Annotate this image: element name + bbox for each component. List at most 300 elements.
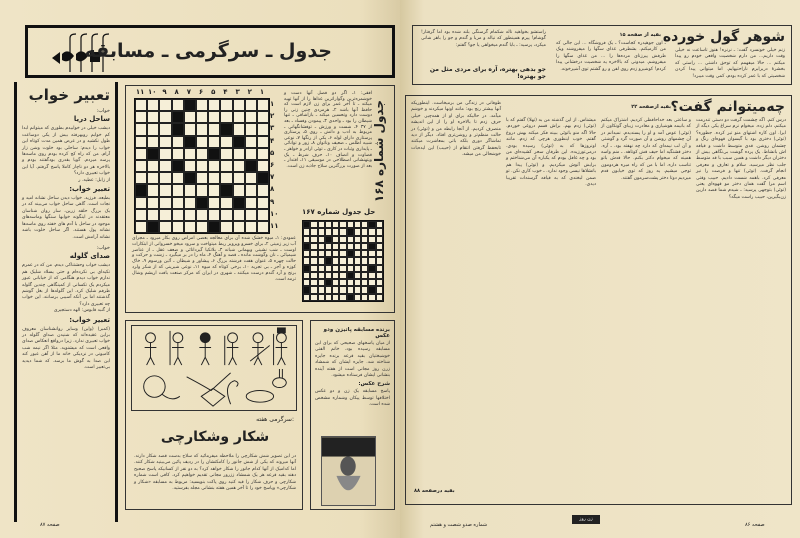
- crossword-cell: [233, 160, 245, 172]
- black-cell: [135, 184, 147, 196]
- crossword-cell: [184, 148, 196, 160]
- crossword-cell: [147, 136, 159, 148]
- crossword-cell: [184, 123, 196, 135]
- dream-label: خواب:: [96, 244, 110, 251]
- crossword-cell: [257, 136, 269, 148]
- crossword-cell: [135, 172, 147, 184]
- story-column: راستشو بخواهید ناله شکمام گرسنگی بلند شده بود اما گرفتار! گوشام! پیرم همینطور که نیاله و مربا و گندم و جو را باهر شانی میکرد، پرسید: ـ بابا گندم میخواهی یا جو؟ گفتم:: [421, 30, 546, 48]
- crossword-cell: [172, 209, 184, 221]
- crossword-cell: [172, 99, 184, 111]
- solution-cell: [303, 294, 310, 301]
- section-header: [25, 25, 395, 78]
- crossword-cell: [196, 221, 208, 233]
- solution-cell: [354, 272, 361, 279]
- photo-description: پاسخ مسابقه یک زن و دو عکس اختلافها توسط پیکان وشماره مشخص شده است.: [315, 389, 390, 408]
- column-number: ۲: [247, 88, 252, 96]
- continued-from: بقیه از صفحه ۱۵: [619, 32, 661, 38]
- crossword-cell: [233, 209, 245, 221]
- solution-cell: [318, 279, 325, 286]
- crossword-cell: [147, 160, 159, 172]
- crossword-grid: [134, 98, 270, 234]
- crossword-cell: [159, 99, 171, 111]
- crossword-cell: [257, 184, 269, 196]
- solution-cell: [368, 272, 375, 279]
- story-title: چه‌میتوانم گفت؟: [670, 99, 785, 115]
- solution-cell: [361, 279, 368, 286]
- continued-on: بقیه درصفحه ۸۸: [414, 488, 455, 494]
- dream-item-1: [22, 108, 110, 241]
- solution-cell: [368, 228, 375, 235]
- crossword-cell: [172, 221, 184, 233]
- crossword-cell: [257, 221, 269, 233]
- black-cell: [257, 172, 269, 184]
- solution-cell: [332, 257, 339, 264]
- solution-cell: [303, 250, 310, 257]
- crossword-cell: [257, 148, 269, 160]
- row-number: ۴: [270, 136, 275, 145]
- crossword-cell: [196, 111, 208, 123]
- story-continuation-box: [412, 25, 792, 85]
- black-cell: [196, 197, 208, 209]
- crossword-cell: [135, 136, 147, 148]
- black-cell: [184, 172, 196, 184]
- row-number: ۹: [270, 197, 275, 206]
- solution-cell: [361, 221, 368, 228]
- solution-cell: [361, 236, 368, 243]
- solution-cell: [325, 228, 332, 235]
- solution-cell: [303, 272, 310, 279]
- solution-cell: [361, 243, 368, 250]
- dream-item-2: [22, 245, 110, 372]
- solution-cell: [318, 236, 325, 243]
- crossword-cell: [184, 209, 196, 221]
- dream-signature: از گنبد قابوس: الهه دستجیری: [53, 308, 110, 314]
- crossword-cell: [233, 111, 245, 123]
- crossword-cell: [245, 221, 257, 233]
- solution-cell: [325, 243, 332, 250]
- crossword-cell: [159, 209, 171, 221]
- crossword-cell: [184, 197, 196, 209]
- solution-cell: [325, 272, 332, 279]
- solution-cell: [368, 257, 375, 264]
- solution-cell: [354, 250, 361, 257]
- issue-number: شماره صدو شصت و هشتم: [430, 522, 488, 528]
- crossword-cell: [196, 136, 208, 148]
- crossword-cell: [196, 184, 208, 196]
- dream-signature: از زابل: عطیه. ر: [78, 177, 110, 183]
- story-punchline: جو بدهی بهتره، آره برای مردی مثل من جو بهتره!: [429, 66, 546, 80]
- solution-cell: [354, 243, 361, 250]
- crossword-cell: [257, 209, 269, 221]
- animal-figures: [144, 369, 287, 406]
- black-cell: [147, 148, 159, 160]
- crossword-cell: [257, 197, 269, 209]
- solution-cell: [354, 236, 361, 243]
- crossword-cell: [233, 221, 245, 233]
- solution-cell: [354, 265, 361, 272]
- solution-cell: [332, 236, 339, 243]
- solution-cell: [303, 279, 310, 286]
- solution-cell: [354, 279, 361, 286]
- crossword-cell: [135, 99, 147, 111]
- solution-cell: [310, 243, 317, 250]
- crossword-cell: [159, 172, 171, 184]
- crossword-cell: [257, 160, 269, 172]
- black-cell: [233, 136, 245, 148]
- black-cell: [347, 294, 354, 301]
- solution-cell: [376, 243, 383, 250]
- solution-cell: [339, 236, 346, 243]
- game-title: شکار وشکارچی: [160, 429, 270, 445]
- crossword-cell: [159, 221, 171, 233]
- column-number: ۱۱: [135, 88, 145, 96]
- crossword-cell: [184, 221, 196, 233]
- column-numbers: [134, 88, 268, 96]
- black-cell: [220, 184, 232, 196]
- solution-cell: [339, 265, 346, 272]
- solution-cell: [318, 257, 325, 264]
- black-cell: [220, 123, 232, 135]
- solution-cell: [339, 279, 346, 286]
- crossword-cell: [159, 184, 171, 196]
- black-cell: [368, 243, 375, 250]
- solution-cell: [325, 265, 332, 272]
- crossword-cell: [172, 197, 184, 209]
- story-column: ـ اون جوهیدره کجاست؟ ـ یک فروشگاه ... این جالی که من کارمیکنم. بشطرفی غذای سگها را میفروشند ویک طرفش پیرزنای مرده‌ها را ... من غذای سگها را میفروشم. میدونی که بالاخره یه شخصیت درخشانی پیدا کردم! کوشیرو زدم روی لفن و رو گشتم توی آشپزخونه.: [556, 41, 666, 72]
- crossword-cell: [245, 209, 257, 221]
- page-number: صفحه ۸۶: [745, 522, 765, 528]
- solution-cell: [376, 250, 383, 257]
- solution-cell: [361, 265, 368, 272]
- solution-cell: [325, 250, 332, 257]
- solution-cell: [339, 257, 346, 264]
- crossword-cell: [233, 148, 245, 160]
- crossword-cell: [159, 111, 171, 123]
- down-clues: عمودی: ۱ـ میوه خشک شده آن برای معالجه بعضی امراض روی بکار میرود ـ مجرای آب زیر زمینی ۲ـ برای خسرو وپرویز ربط میتواخت و سرود میخو خسروانی از ابتکارات اوست ـ شب نشینی وبهمانی شبانه ۳ـ بلاتکیا گیزدانائی و ضعف عقل ـ از عناصر شیمیائی ـ نان وگوشت مانده ـ قصد و آهنگ ۴ـ ماه را در بر میگیرد ـ زشت و حرکت و حالت چهره ۵ـ عنوان هفت فرشته بزرگ ۶ـ پیشاور و شیطان ـ آئین ورسوم ۹ـ خاک کوزه و آجر ـ بی تجربه ۱۰ـ برخی کوتاه که میوه ۱۱ـ نوعی شیرینی که از شکر ولرد برنج و آرد گندم درست میکنند ـ شهری در ایران که مرکز صنعت بافت اریشم وشال ترمه است.: [132, 236, 297, 282]
- dream-label: خواب:: [96, 108, 110, 114]
- black-cell: [325, 279, 332, 286]
- solution-cell: [303, 257, 310, 264]
- page-title: جدول ـ سرگرمی ـ مسابقه: [84, 40, 332, 62]
- crossword-cell: [233, 172, 245, 184]
- crossword-cell: [220, 197, 232, 209]
- solution-cell: [318, 221, 325, 228]
- crossword-cell: [208, 184, 220, 196]
- black-cell: [172, 111, 184, 123]
- previous-solution-grid: [302, 220, 384, 302]
- story-column: و ساعتی بعد خداحافظی کردیم. اشتراک میکنم که بانیمه هوشیاری و مغادرت زیبای گونکاون از (توئی) عوض آمد و او را پسندیدم. نمیدانم در آن چشمهای روشن و آن صورت گرد و گوشتی و آن لب نیمه‌ای که دارد چه نهفته بود. ـ آره. دختر قشنگیه اما حیف قش کوتاهه. ـ منم واسه همینه که میخوام دکتر بکنم. حالا قدش باتو تناسب داره. اما با من که راه میره هردومون توجی میشیم. یه روز که توی خیابون قدم میزدیم دوتا دختر پشت‌سرمون گفتند.: [601, 118, 691, 181]
- crossword-cell: [245, 148, 257, 160]
- hunter-figures: [145, 328, 288, 365]
- solution-cell: [339, 286, 346, 293]
- crossword-cell: [233, 99, 245, 111]
- crossword-cell: [245, 136, 257, 148]
- black-cell: [347, 228, 354, 235]
- crossword-cell: [245, 172, 257, 184]
- dream-interpretation-column: [14, 82, 118, 522]
- solution-cell: [376, 294, 383, 301]
- solution-cell: [339, 243, 346, 250]
- solution-cell: [347, 286, 354, 293]
- solution-cell: [310, 236, 317, 243]
- story-title: شوهر گول خورده: [662, 29, 785, 45]
- black-cell: [325, 236, 332, 243]
- solution-cell: [318, 272, 325, 279]
- solution-cell: [339, 272, 346, 279]
- solution-cell: [354, 221, 361, 228]
- crossword-cell: [196, 148, 208, 160]
- crossword-cell: [147, 111, 159, 123]
- solution-cell: [318, 286, 325, 293]
- answer-label: تعبیر خواب:: [69, 185, 110, 194]
- solution-cell: [376, 228, 383, 235]
- row-number: ۸: [270, 185, 275, 194]
- answer-label: تعبیر خواب:: [69, 315, 110, 324]
- black-cell: [303, 221, 310, 228]
- solution-cell: [339, 228, 346, 235]
- black-cell: [147, 221, 159, 233]
- woman-photo-illustration: [321, 436, 376, 506]
- solution-cell: [332, 279, 339, 286]
- solution-cell: [361, 294, 368, 301]
- black-cell: [208, 221, 220, 233]
- solution-cell: [318, 250, 325, 257]
- photo-description-title: شرح عکس:: [358, 381, 390, 388]
- solution-cell: [310, 279, 317, 286]
- dream-text: دیشب خواب وحشتناکی دیدم. من که در عمرم تکیه‌ای بی نکرده‌ام و حتی یسلاد شلیک هم ندارم خواب دیدم هنگامی که از خیابانی عبور میکردم یک تکسانی از کمینگاهی چندین گلوله طرفم شلیک کرد. این گلوله‌ها از بغل گوشم گذشتند اما بی آنکه آسیبی برسانند. این خواب چه تعبیری دارد؟: [22, 263, 110, 307]
- column-number: ۸: [174, 88, 179, 96]
- solution-cell: [332, 243, 339, 250]
- solution-cell: [368, 294, 375, 301]
- right-page: [400, 0, 800, 538]
- black-cell: [347, 272, 354, 279]
- crossword-cell: [147, 99, 159, 111]
- solution-cell: [376, 279, 383, 286]
- solution-cell: [361, 272, 368, 279]
- crossword-cell: [184, 111, 196, 123]
- crossword-cell: [220, 136, 232, 148]
- solution-cell: [310, 265, 317, 272]
- crossword-cell: [208, 209, 220, 221]
- column-number: ۷: [186, 88, 191, 96]
- crossword-cell: [208, 111, 220, 123]
- solution-cell: [310, 286, 317, 293]
- solution-cell: [325, 286, 332, 293]
- story-box: [405, 95, 792, 505]
- dream-title: تعبیر خواب: [28, 86, 110, 104]
- solution-cell: [325, 221, 332, 228]
- crossword-cell: [172, 136, 184, 148]
- solution-cell: [310, 294, 317, 301]
- crossword-cell: [147, 172, 159, 184]
- black-cell: [172, 123, 184, 135]
- solution-cell: [376, 236, 383, 243]
- crossword-cell: [245, 111, 257, 123]
- solution-cell: [354, 228, 361, 235]
- column-number: ۴: [223, 88, 228, 96]
- row-number: ۵: [270, 148, 275, 157]
- column-number: ۵: [211, 88, 216, 96]
- solution-cell: [318, 265, 325, 272]
- crossword-cell: [220, 172, 232, 184]
- solution-cell: [347, 265, 354, 272]
- solution-cell: [354, 286, 361, 293]
- solution-cell: [361, 250, 368, 257]
- crossword-cell: [184, 160, 196, 172]
- solution-cell: [303, 236, 310, 243]
- solution-cell: [339, 250, 346, 257]
- row-number: ۱: [270, 100, 275, 108]
- black-cell: [325, 257, 332, 264]
- crossword-cell: [159, 148, 171, 160]
- crossword-cell: [196, 160, 208, 172]
- story-column: طوفانی در زندگی من برمیخاست. اینطوریکه آنها بیشتر رنج بود: مانند اونها میکردند و خوشم میآمد. در حالیکه برای او از همه‌چیز. خیلی حرف زدم تا بالاخره او را از این اندیشه منصرف کردیم. از آنجا رابطه من و (توئی) در حالت منظم‌تر و روشن‌تری افتاد. دیگر از دید تماشاگر دوری بلکه باتی بمعاشرت میکنند تابحفظ گرفتن انتقام از (حبیب) این ایده‌بات خوشحالی من میشد.: [411, 101, 501, 158]
- solution-cell: [310, 272, 317, 279]
- crossword-cell: [172, 148, 184, 160]
- crossword-cell: [233, 123, 245, 135]
- row-numbers: [270, 98, 279, 232]
- hunters-and-animals-illustration: [131, 325, 297, 411]
- solution-cell: [361, 228, 368, 235]
- black-cell: [368, 286, 375, 293]
- black-cell: [208, 148, 220, 160]
- row-number: ۱۱: [270, 221, 279, 230]
- solution-cell: [325, 294, 332, 301]
- solution-cell: [347, 236, 354, 243]
- row-number: ۷: [270, 173, 275, 182]
- black-cell: [303, 286, 310, 293]
- solution-cell: [354, 294, 361, 301]
- crossword-cell: [208, 197, 220, 209]
- row-number: ۳: [270, 124, 275, 133]
- crossword-cell: [208, 99, 220, 111]
- crossword-cell: [135, 123, 147, 135]
- crossword-cell: [220, 99, 232, 111]
- column-number: ۳: [235, 88, 240, 96]
- crossword-cell: [220, 209, 232, 221]
- solution-title: حل جدول شماره ۱۶۷: [302, 208, 376, 216]
- winner-text: از میان پاسخهای صحیحی که برای این مسابقه رسیده بود، خانم الفتی خوشبختیان بقید قرعه برنده جایزه شناخته شد. جایزه ایشان که شمشاد زرن روز مجانی است از هفته آینده بنشانی ایشان فرستاده میشود.: [315, 341, 390, 379]
- solution-cell: [332, 294, 339, 301]
- solution-cell: [310, 257, 317, 264]
- solution-cell: [318, 294, 325, 301]
- magazine-logo: زن روز: [572, 515, 600, 524]
- solution-cell: [347, 257, 354, 264]
- crossword-cell: [159, 136, 171, 148]
- black-cell: [303, 265, 310, 272]
- dream-subtitle: ساحل دریا: [73, 115, 110, 124]
- solution-cell: [310, 228, 317, 235]
- black-cell: [347, 250, 354, 257]
- crossword-cell: [147, 123, 159, 135]
- crossword-cell: [257, 123, 269, 135]
- answer-text: (کمبر) (واین) وسایر روانشناسان معروف براین عقیده‌اند که شنیدن صدای گلوله در خواب تعبیری ندارد. زیرا درواقع انعکاس صدای واقعی است که میشنوید. مثلا اگر نیمه شب کامیونی در نزدیکی خانه ما از آهن عبور کند این صدا به گوش ما برسد. که شما دیدید بی‌تعبیر است.: [22, 326, 110, 370]
- crossword-cell: [184, 184, 196, 196]
- solution-cell: [332, 286, 339, 293]
- crossword-cell: [208, 160, 220, 172]
- contest-winner-box: [310, 320, 395, 510]
- row-number: ۶: [270, 160, 275, 169]
- dream-subtitle: صدای گلوله: [69, 252, 110, 261]
- crossword-cell: [159, 123, 171, 135]
- solution-cell: [361, 257, 368, 264]
- crossword-cell: [257, 111, 269, 123]
- solution-cell: [368, 250, 375, 257]
- solution-cell: [310, 250, 317, 257]
- crossword-cell: [147, 209, 159, 221]
- solution-cell: [376, 265, 383, 272]
- story-column: زنم خیلی خونسرد گفت: ـ نزنزه! هنوز تاساعت نه خیلی وقت داریم... من دارم شخصیت واقعی خودم رو پیدا میکنم ... حالا میفهمم که توحق داشتی ... راستی که بخشرهٔ دربرابرم ناراحتیهایم. اما میتوانی پیدا کردن شخصیتی که با عمر کرده بودم، کمی وقت میبرد!: [675, 48, 785, 79]
- crossword-cell: [257, 99, 269, 111]
- black-cell: [303, 243, 310, 250]
- crossword-cell: [233, 184, 245, 196]
- solution-cell: [318, 228, 325, 235]
- crossword-cell: [196, 172, 208, 184]
- column-number: ۶: [198, 88, 204, 96]
- crossword-cell: [245, 123, 257, 135]
- answer-text: بطیعه. فرزید. خواب دیدن ساحل نشانه امید و نجات است. گاهی ساحل خواب می‌بیند که در یک بزرگ حلقه زرین، سار روان شناسان معتقدند در اینگونه خوابها سنگها وماسه‌های موجود در ساحل با آدم های خفته روی ماسه‌ها نشانه پول هستند. اگر ساحل خلوت باشد نشانه آرامش است.: [22, 196, 110, 240]
- solution-cell: [376, 257, 383, 264]
- solution-cell: [376, 286, 383, 293]
- crossword-cell: [135, 111, 147, 123]
- column-number: ۱: [259, 88, 265, 96]
- solution-cell: [354, 257, 361, 264]
- crossword-cell: [135, 148, 147, 160]
- black-cell: [172, 160, 184, 172]
- solution-cell: [310, 221, 317, 228]
- solution-cell: [361, 286, 368, 293]
- solution-cell: [376, 272, 383, 279]
- solution-cell: [347, 221, 354, 228]
- crossword-cell: [135, 197, 147, 209]
- crossword-cell: [220, 160, 232, 172]
- crossword-cell: [245, 99, 257, 111]
- black-cell: [368, 221, 375, 228]
- solution-cell: [347, 243, 354, 250]
- crossword-cell: [159, 160, 171, 172]
- across-clues: افقی: ۱ـ اگر دو فصل آنها دست و خوشمزه‌ترین وگواراترین غذا‌ها را از آنها تهیه میکند ـ تا آخر عمر برای زن لازم است که حافظ آنها باشد ۲ـ هرمردی چنین زنی را دوست دارد وتحسین میکند ـ بازاشاقی ـ تنها شیطان را بود ـ واحدی ۳ـ پیمودن وفساد ـ بعد از ۳۷ ۴ـ شست و ورزش ـ توفشانگهانی ـ مربوط به ادب و دانش ـ روی ۵ـ پرستاری پرستاری دارای لوله ۶ـ یکی از رنگها ۷ـ نوعی شبیه اطلس ـ ضعیف وناتوان ۸ـ زور و توانائی ـ پایداری وثبات در کاری ـ توئی ارادر و خواهر ـ قضاوت و انصاف ۱۰ـ حرف شرط ـ یک ویتهنشانی اصطلاحی در موسیقی ۱۱ـ اقتدار ـ بعد از صورت بزرگترین سلاح جاذبه زن است.: [284, 91, 373, 169]
- solution-cell: [332, 228, 339, 235]
- black-cell: [245, 160, 257, 172]
- crossword-cell: [220, 148, 232, 160]
- crossword-cell: [208, 123, 220, 135]
- story-column: درس کنم. اگه چشمت گرفت دو دستی تندرمت میکنم، دلم زده. میخوام نرم سراغ یکی دیگه از ایرا. اون کاره اشتهای منو تیر کرده. جطوره؟ (توئی) دختری بود با گیسوان قهوه‌ای رنگ و چشمان روشن. قدی متوسط داشت و قیافه اش بانشاط. یک پرده گوشت بی‌نگاهی بیش از دختران دیگر داشت و همین سبب با قد متوسط جلب نظر میرسید. سلام و تعارف و معرفی انجام گرفت. (توئی) تنها و فرصت را نیز معرفی کرد. باهمه شست دادیم. حبیب وقتی اسم مرا گفت همان دختر مو قهوه‌ای یعنی (توئی) بتوجهی پرسید: ـ شیدم شما قصد دارین زن‌بگیرین، حبیب راست میگه؟: [696, 118, 786, 200]
- crossword-cell: [172, 172, 184, 184]
- crossword-cell: [147, 197, 159, 209]
- crossword-box: [125, 85, 395, 313]
- row-number: ۱۰: [270, 209, 279, 218]
- solution-cell: [339, 221, 346, 228]
- game-subtitle: سرگرمی هفته:: [256, 416, 294, 423]
- crossword-cell: [135, 221, 147, 233]
- solution-cell: [332, 250, 339, 257]
- solution-cell: [303, 228, 310, 235]
- crossword-cell: [245, 184, 257, 196]
- black-cell: [184, 136, 196, 148]
- game-instructions: در این تصویر شش شکارچی را ملاحظه میفرمائید که سلاح بدست قصد شکار دارند. آنها میروند که یکی از شش جانور را کامکتشان را در ردیف پائین می‌بینید شکار کنند. اما کدامیک از آنها کدام جانور را شکار خواهد کرد؟ به دو نفر از کسانیکه پاسخ صحیح دهند بقید قرعه هر یک شمشاد ززرور مجانی تقدیم خواهیم کرد. کافی است شماره شکارچی و حرف شکار را قید کنید روی پاکت بنویسید: مربوط به مسابقه «شکار و شکارچی» وپاسخ خود را تا آخر همین هفته بنشانی مجله بفرستید.: [134, 454, 296, 492]
- row-number: ۲: [270, 112, 275, 121]
- column-number: ۹: [162, 88, 167, 96]
- solution-cell: [368, 279, 375, 286]
- continued-from: بقیه ازصفحه ۲۲: [631, 104, 671, 110]
- black-cell: [368, 265, 375, 272]
- solution-cell: [339, 294, 346, 301]
- story-column: میشناس. از این گذشته من به (تهلا) گفتم که با (توئی) زدم بهم. براش قسم دروغی خوردم. حالا اگه منو باتوئی ببینه فکر میکنه بهش دروغ گفتم. خوب اینطوری هرچی که زدم. مانند اونروزها که به (توئی) رسیده بودی. درمی‌تورزیده. این طرفان سحر کشیده‌ای من بود و چه غافل بودم که یکباره آن می‌شناختم و برایش آتوش میکردیم. و (توئی) پیدا هم بانشلاها نیسی وجود ندارد. ـ خوب کاری نکن. تو ضمن لبخندی که به قیافه گرسنه‌ات تقریبا دیدی.: [506, 118, 596, 188]
- crossword-cell: [159, 197, 171, 209]
- crossword-cell: [208, 136, 220, 148]
- winner-title: برنده مسابقه پاتیزن ودو عکس: [323, 327, 390, 339]
- solution-cell: [332, 221, 339, 228]
